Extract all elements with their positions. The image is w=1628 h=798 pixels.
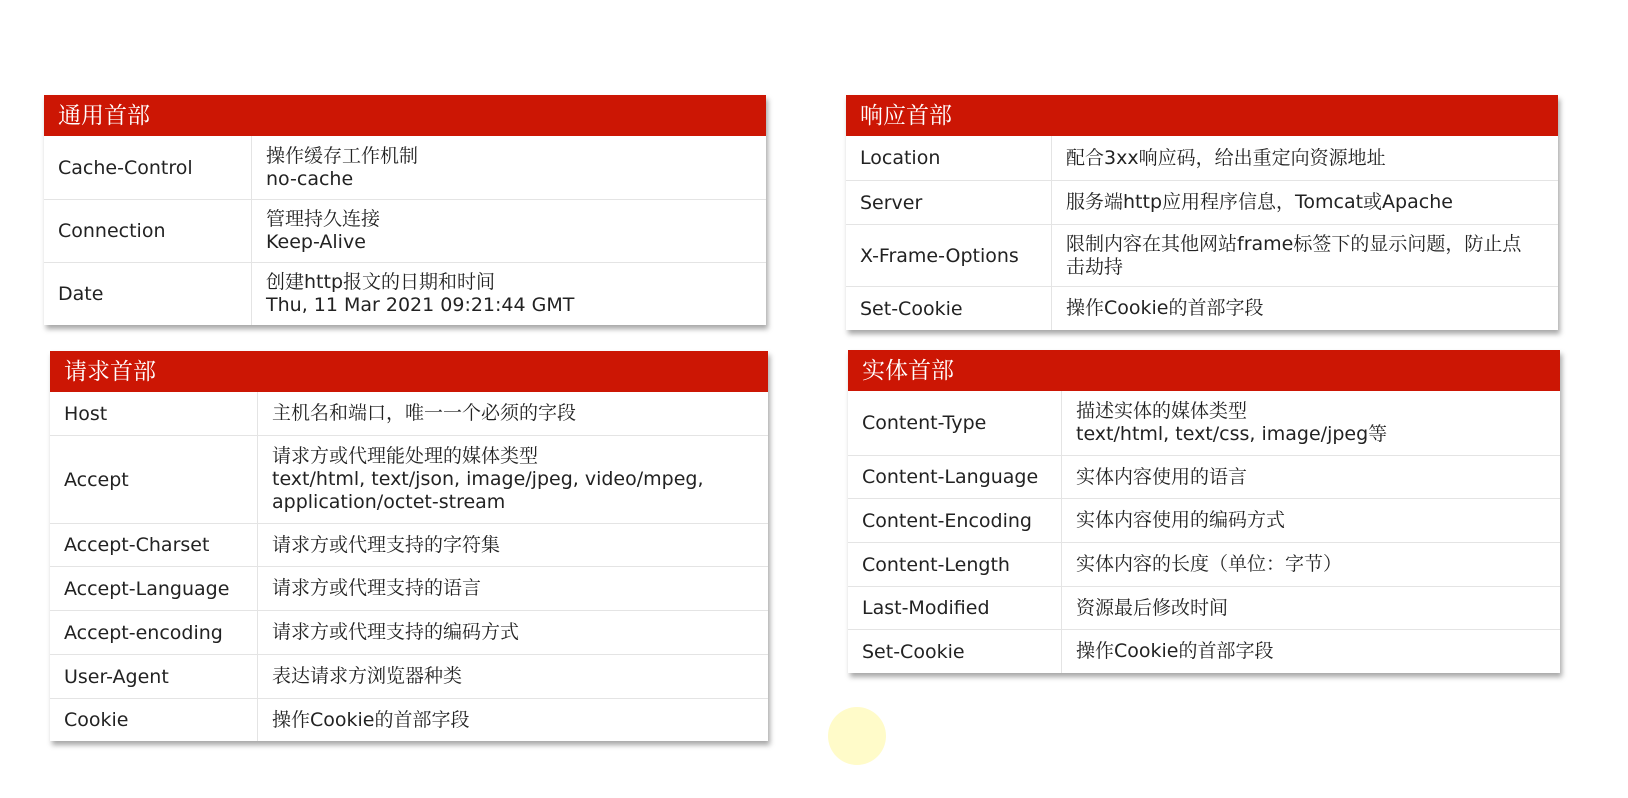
header-description: 资源最后修改时间	[1076, 596, 1229, 619]
header-key: Content-Length	[848, 543, 1062, 586]
header-description: 操作Cookie的首部字段	[272, 708, 470, 731]
header-description: 服务端http应用程序信息，Tomcat或Apache	[1066, 191, 1453, 213]
table-row	[848, 391, 1560, 455]
table-row	[848, 455, 1560, 498]
header-key: Connection	[44, 200, 252, 262]
entity-headers-table	[848, 391, 1560, 673]
header-key: Cache-Control	[44, 136, 252, 199]
header-description: 请求方或代理支持的语言	[272, 577, 482, 599]
header-key: Accept-encoding	[50, 611, 258, 654]
response-headers-table	[846, 136, 1558, 330]
general-headers-card	[44, 95, 766, 325]
header-description: 实体内容使用的语言	[1076, 465, 1248, 488]
header-description: 管理持久连接 Keep-Alive	[266, 208, 381, 253]
table-row	[50, 523, 768, 566]
header-description: 实体内容使用的编码方式	[1076, 509, 1286, 531]
request-headers-title: 请求首部	[50, 351, 768, 392]
header-key: Content-Encoding	[848, 499, 1062, 542]
header-description: 配合3xx响应码，给出重定向资源地址	[1066, 146, 1386, 169]
header-key: Accept	[50, 436, 258, 523]
header-description: 操作缓存工作机制 no-cache	[266, 144, 419, 190]
table-row	[848, 498, 1560, 542]
header-description: 请求方或代理能处理的媒体类型 text/html, text/json, image/jpeg, video/mpeg, application/octet-stream	[272, 445, 704, 513]
header-key: Content-Type	[848, 391, 1062, 455]
header-key: Cookie	[50, 699, 258, 741]
header-key: Last-Modified	[848, 587, 1062, 629]
table-row	[50, 698, 768, 741]
response-headers-card	[846, 95, 1558, 330]
cursor-highlight	[828, 707, 886, 765]
table-row	[848, 586, 1560, 629]
header-key: Set-Cookie	[848, 630, 1062, 673]
header-key: Accept-Charset	[50, 524, 258, 566]
request-headers-table	[50, 392, 768, 741]
table-row	[50, 435, 768, 523]
header-key: Server	[846, 181, 1052, 224]
header-description: 请求方或代理支持的字符集	[272, 533, 501, 556]
request-headers-card	[50, 351, 768, 741]
table-row	[846, 180, 1558, 224]
header-key: Location	[846, 136, 1052, 180]
general-headers-title: 通用首部	[44, 95, 766, 136]
header-description: 描述实体的媒体类型 text/html, text/css, image/jpeg等	[1076, 400, 1388, 445]
header-description: 创建http报文的日期和时间 Thu, 11 Mar 2021 09:21:44 GMT	[266, 271, 575, 316]
header-description: 请求方或代理支持的编码方式	[272, 621, 520, 643]
header-key: Content-Language	[848, 456, 1062, 498]
entity-headers-card	[848, 350, 1560, 673]
table-row	[44, 199, 766, 262]
table-row	[846, 136, 1558, 180]
response-headers-title: 响应首部	[846, 95, 1558, 136]
table-row	[50, 654, 768, 698]
table-row	[50, 566, 768, 610]
header-key: Host	[50, 392, 258, 435]
header-key: X-Frame-Options	[846, 225, 1052, 286]
table-row	[50, 392, 768, 435]
header-key: Date	[44, 263, 252, 325]
header-description: 限制内容在其他网站frame标签下的显示问题，防止点 击劫持	[1066, 232, 1522, 278]
table-row	[44, 262, 766, 325]
entity-headers-title: 实体首部	[848, 350, 1560, 391]
header-key: User-Agent	[50, 655, 258, 698]
header-description: 主机名和端口，唯一一个必须的字段	[272, 402, 577, 424]
header-description: 操作Cookie的首部字段	[1066, 297, 1264, 319]
table-row	[44, 136, 766, 199]
table-row	[50, 610, 768, 654]
table-row	[846, 286, 1558, 330]
header-key: Set-Cookie	[846, 287, 1052, 330]
header-key: Accept-Language	[50, 567, 258, 610]
general-headers-table	[44, 136, 766, 325]
table-row	[846, 224, 1558, 286]
table-row	[848, 629, 1560, 673]
header-description: 表达请求方浏览器种类	[272, 665, 463, 687]
table-row	[848, 542, 1560, 586]
header-description: 实体内容的长度（单位：字节）	[1076, 553, 1343, 575]
header-description: 操作Cookie的首部字段	[1076, 640, 1274, 662]
